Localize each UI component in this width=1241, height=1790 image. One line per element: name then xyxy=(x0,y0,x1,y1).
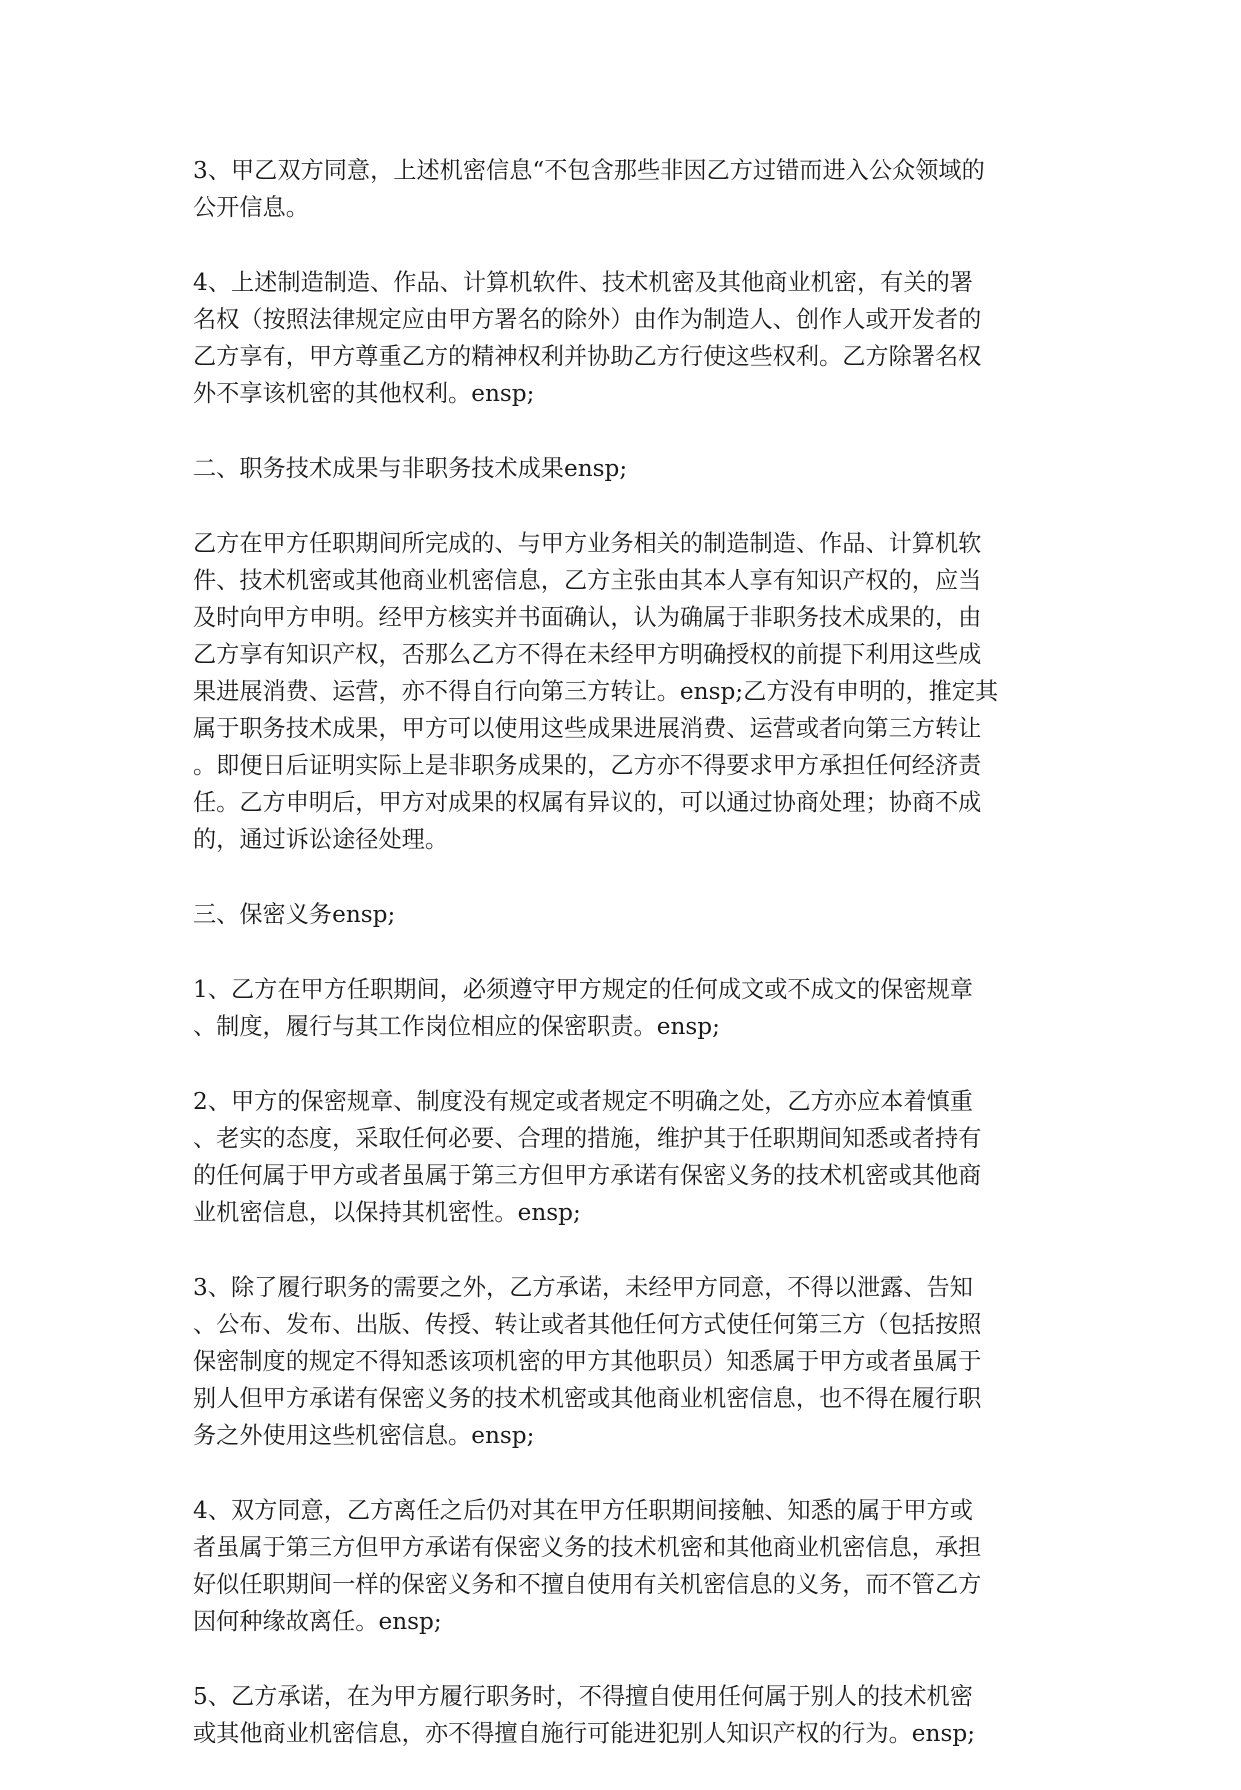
text-line: 好似任职期间一样的保密义务和不擅自使用有关机密信息的义务，而不管乙方 xyxy=(193,1571,982,1598)
paragraph xyxy=(193,152,1073,226)
text-line: 乙方享有，甲方尊重乙方的精神权利并协助乙方行使这些权利。乙方除署名权 xyxy=(193,343,982,370)
paragraph xyxy=(193,1492,1073,1640)
text-line: 的任何属于甲方或者虽属于第三方但甲方承诺有保密义务的技术机密或其他商 xyxy=(193,1162,982,1189)
text-line: 或其他商业机密信息，亦不得擅自施行可能进犯别人知识产权的行为。ensp; xyxy=(193,1720,976,1747)
text-line: 保密制度的规定不得知悉该项机密的甲方其他职员）知悉属于甲方或者虽属于 xyxy=(193,1348,982,1375)
paragraph xyxy=(193,896,1073,933)
text-line: 、老实的态度，采取任何必要、合理的措施，维护其于任职期间知悉或者持有 xyxy=(193,1125,982,1152)
text-line: 、公布、发布、出版、传授、转让或者其他任何方式使任何第三方（包括按照 xyxy=(193,1311,982,1338)
text-line: 件、技术机密或其他商业机密信息，乙方主张由其本人享有知识产权的，应当 xyxy=(193,567,982,594)
text-line: 属于职务技术成果，甲方可以使用这些成果进展消费、运营或者向第三方转让 xyxy=(193,715,982,742)
text-line: 因何种缘故离任。ensp; xyxy=(193,1608,442,1635)
text-line: 任。乙方申明后，甲方对成果的权属有异议的，可以通过协商处理；协商不成 xyxy=(193,789,982,816)
paragraph xyxy=(193,971,1073,1045)
paragraph xyxy=(193,525,1073,858)
text-line: 2、甲方的保密规章、制度没有规定或者规定不明确之处，乙方亦应本着慎重 xyxy=(193,1088,973,1115)
text-line: 二、职务技术成果与非职务技术成果ensp; xyxy=(193,455,628,482)
text-line: 5、乙方承诺，在为甲方履行职务时，不得擅自使用任何属于别人的技术机密 xyxy=(193,1683,973,1710)
text-line: 果进展消费、运营，亦不得自行向第三方转让。ensp;乙方没有申明的，推定其 xyxy=(193,678,999,705)
text-line: 乙方享有知识产权，否那么乙方不得在未经甲方明确授权的前提下利用这些成 xyxy=(193,641,982,668)
text-line: 4、双方同意，乙方离任之后仍对其在甲方任职期间接触、知悉的属于甲方或 xyxy=(193,1497,973,1524)
paragraph xyxy=(193,264,1073,412)
text-line: 公开信息。 xyxy=(193,194,309,221)
text-line: 外不享该机密的其他权利。ensp; xyxy=(193,380,535,407)
text-line: 3、甲乙双方同意，上述机密信息“不包含那些非因乙方过错而进入公众领域的 xyxy=(193,157,985,184)
text-line: 三、保密义务ensp; xyxy=(193,901,396,928)
text-line: 及时向甲方申明。经甲方核实并书面确认，认为确属于非职务技术成果的，由 xyxy=(193,604,982,631)
paragraph xyxy=(193,1678,1073,1752)
text-line: 业机密信息，以保持其机密性。ensp; xyxy=(193,1199,581,1226)
text-line: 。即便日后证明实际上是非职务成果的，乙方亦不得要求甲方承担任何经济责 xyxy=(193,752,982,779)
text-line: 、制度，履行与其工作岗位相应的保密职责。ensp; xyxy=(193,1013,720,1040)
paragraph xyxy=(193,450,1073,487)
text-line: 名权（按照法律规定应由甲方署名的除外）由作为制造人、创作人或开发者的 xyxy=(193,306,982,333)
text-line: 的，通过诉讼途径处理。 xyxy=(193,826,449,853)
text-line: 别人但甲方承诺有保密义务的技术机密或其他商业机密信息，也不得在履行职 xyxy=(193,1385,982,1412)
document-body xyxy=(193,152,1073,1790)
text-line: 3、除了履行职务的需要之外，乙方承诺，未经甲方同意，不得以泄露、告知 xyxy=(193,1274,973,1301)
paragraph xyxy=(193,1083,1073,1231)
text-line: 4、上述制造制造、作品、计算机软件、技术机密及其他商业机密，有关的署 xyxy=(193,269,973,296)
text-line: 者虽属于第三方但甲方承诺有保密义务的技术机密和其他商业机密信息，承担 xyxy=(193,1534,982,1561)
text-line: 务之外使用这些机密信息。ensp; xyxy=(193,1422,535,1449)
text-line: 1、乙方在甲方任职期间，必须遵守甲方规定的任何成文或不成文的保密规章 xyxy=(193,976,973,1003)
text-line: 乙方在甲方任职期间所完成的、与甲方业务相关的制造制造、作品、计算机软 xyxy=(193,530,982,557)
paragraph xyxy=(193,1269,1073,1454)
